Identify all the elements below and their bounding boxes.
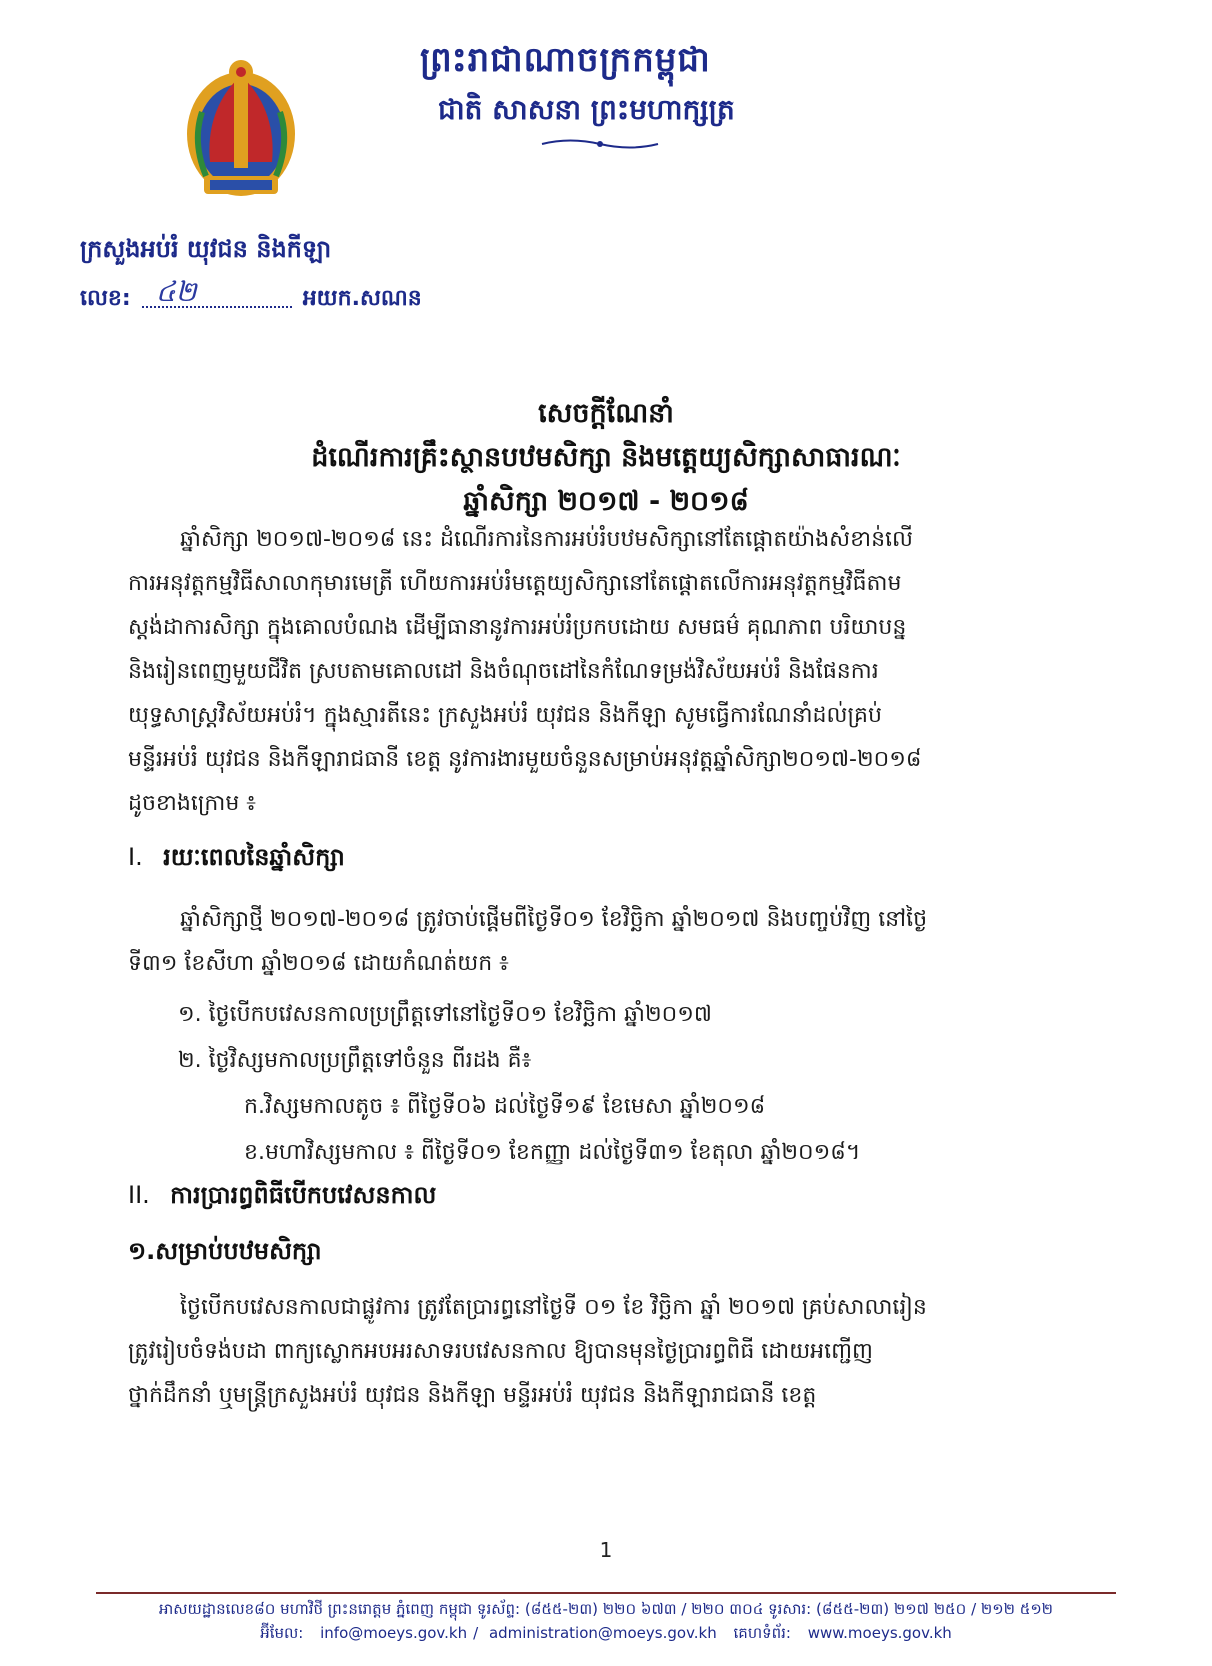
paragraph-line: មន្ទីរអប់រំ យុវជន និងកីឡារាជធានី ខេត្ត នូវការងារមួយចំនួនសម្រាប់អនុវត្តឆ្នាំសិក្សា២០១៧-២០១៨ [128,747,922,772]
sub-list-item: ក.វិស្សមកាលតូច ៖ ពីថ្ងៃទី០៦ ដល់ថ្ងៃទី១៩ ខែមេសា ឆ្នាំ២០១៨ [244,1094,766,1119]
reference-suffix: អយក.សណន [302,286,422,311]
ministry-name: ក្រសួងអប់រំ យុវជន និងកីឡា [80,235,332,263]
intro-paragraph [128,518,1108,826]
website-label: គេហទំព័រ: [733,1624,791,1642]
paragraph-line: ស្តង់ដាការសិក្សា ក្នុងគោលបំណង ដើម្បីធានានូវការអប់រំប្រកបដោយ សមធម៌ គុណភាព បរិយាបន្ន [128,615,907,640]
section-heading [128,1180,436,1215]
footer-divider [96,1592,1116,1594]
reference-number-line [80,275,422,311]
paragraph-line: និងរៀនពេញមួយជីវិត ស្របតាមគោលដៅ និងចំណុចដៅនៃកំណែទម្រង់វិស័យអប់រំ និងផែនការ [128,659,879,684]
ministry-emblem-icon [182,52,300,202]
section-title: រយៈពេលនៃឆ្នាំសិក្សា [163,843,345,871]
website-link[interactable]: www.moeys.gov.kh [807,1624,952,1642]
page-number: 1 [599,1538,613,1562]
document-title-block [0,392,1212,524]
paragraph-line: យុទ្ធសាស្ត្រវិស័យអប់រំ។ ក្នុងស្មារតីនេះ ក្រសួងអប់រំ យុវជន និងកីឡា សូមធ្វើការណែនាំដល់គ្រប់ [128,703,882,728]
kingdom-heading: ព្រះរាជាណាចក្រកម្ពុជា [420,40,711,80]
section-number: I. [128,843,143,871]
paragraph-line: ត្រូវរៀបចំទង់បដា ពាក្យស្លោកអបអរសាទរបវេសនកាល ឱ្យបានមុនថ្ងៃប្រារព្ធពិធី ដោយអញ្ជើញ [128,1339,874,1364]
document-title: សេចក្តីណែនាំ [538,398,674,429]
document-subtitle: ដំណើរការគ្រឹះស្ថានបឋមសិក្សា និងមត្តេយ្យសិក្សាសាធារណៈ [311,442,901,473]
paragraph-line: ការអនុវត្តកម្មវិធីសាលាកុមារមេត្រី ហើយការអប់រំមត្តេយ្យសិក្សានៅតែផ្តោតលើការអនុវត្តកម្មវិធីតាម [128,571,902,596]
ornament-divider-icon [540,137,660,151]
handwritten-reference-number: ៤២ [155,275,197,308]
paragraph-line: ឆ្នាំសិក្សាថ្មី ២០១៧-២០១៨ ត្រូវចាប់ផ្តើមពីថ្ងៃទី០១ ខែវិច្ឆិកា ឆ្នាំ២០១៧ និងបញ្ចប់វិញ នៅថ្ងៃ [180,907,928,932]
footer-address: អាសយដ្ឋានលេខ៨០ មហាវិថី ព្រះនរោត្តម ភ្នំពេញ កម្ពុជា ទូរស័ព្ទ: (៨៥៥-២៣) ២២០ ៦៧៣ / ២២០ ៣០៤ ទូរសារ: (៨៥៥-២៣) ២១៧ ២៥០ / ២១២ ៥១២ [158,1600,1054,1618]
paragraph-line: ដូចខាងក្រោម ៖ [128,791,256,816]
national-motto: ជាតិ សាសនា ព្រះមហាក្សត្រ [438,93,735,126]
subsection-paragraph [128,1286,1108,1418]
paragraph-line: ថ្នាក់ដឹកនាំ ឬមន្ត្រីក្រសួងអប់រំ យុវជន និងកីឡា មន្ទីរអប់រំ យុវជន និងកីឡារាជធានី ខេត្ត [128,1383,817,1408]
sub-list-item: ខ.មហាវិស្សមកាល ៖ ពីថ្ងៃទី០១ ខែកញ្ញា ដល់ថ្ងៃទី៣១ ខែតុលា ឆ្នាំ២០១៨។ [244,1140,861,1165]
paragraph-line: ឆ្នាំសិក្សា ២០១៧-២០១៨ នេះ ដំណើរការនៃការអប់រំបឋមសិក្សានៅតែផ្តោតយ៉ាងសំខាន់លើ [180,527,913,552]
email-link[interactable]: info@moeys.gov.kh [320,1624,468,1642]
subsection-heading: ១.សម្រាប់បឋមសិក្សា [128,1237,322,1265]
section-number: II. [128,1181,150,1209]
academic-year: ឆ្នាំសិក្សា ២០១៧ - ២០១៨ [463,486,749,517]
list-item: ១. ថ្ងៃបើកបវេសនកាលប្រព្រឹត្តទៅនៅថ្ងៃទី០១ ខែវិច្ឆិកា ឆ្នាំ២០១៧ [178,1002,712,1027]
reference-dotted-field [142,275,292,308]
section-heading [128,842,345,877]
section-paragraph [128,898,1108,986]
section-title: ការប្រារព្ធពិធីបើកបវេសនកាល [170,1181,437,1209]
footer-contacts: អ៊ីមែល: info@moeys.gov.kh / administration@moeys.gov.kh គេហទំព័រ: www.moeys.gov.kh [260,1624,952,1642]
email-link[interactable]: administration@moeys.gov.kh [488,1624,717,1642]
paragraph-line: ទី៣១ ខែសីហា ឆ្នាំ២០១៨ ដោយកំណត់យក ៖ [128,951,509,976]
email-label: អ៊ីមែល: [260,1624,304,1642]
reference-label: លេខ: [80,286,131,311]
paragraph-line: ថ្ងៃបើកបវេសនកាលជាផ្លូវការ ត្រូវតែប្រារព្ធនៅថ្ងៃទី ០១ ខែ វិច្ឆិកា ឆ្នាំ ២០១៧ គ្រប់សាលារៀន [180,1295,927,1320]
list-item: ២. ថ្ងៃវិស្សមកាលប្រព្រឹត្តទៅចំនួន ពីរដង គឺ៖ [178,1048,532,1073]
